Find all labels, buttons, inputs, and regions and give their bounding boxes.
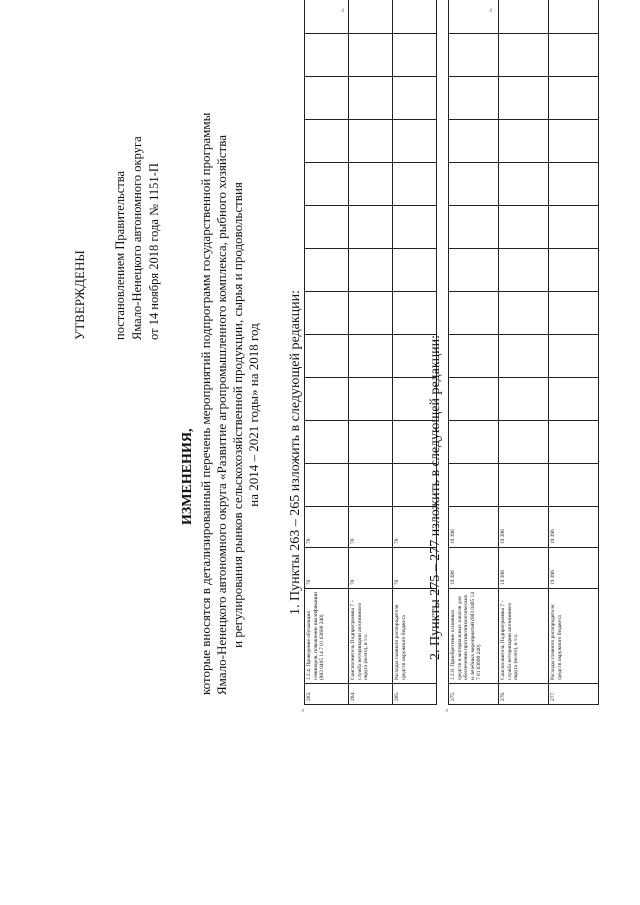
section-1-title: 1. Пункты 263 – 265 изложить в следующей редакции: (288, 289, 303, 615)
row-value: 70 (393, 548, 437, 589)
empty-cell (305, 0, 349, 34)
empty-cell (305, 292, 349, 335)
row-number: 265. (393, 684, 437, 705)
empty-cell (349, 0, 393, 34)
empty-cell (449, 0, 499, 34)
empty-cell (305, 464, 349, 507)
empty-cell (349, 120, 393, 163)
empty-cell (393, 34, 437, 77)
row-value: 70 (349, 548, 393, 589)
empty-cell (449, 421, 499, 464)
empty-cell (549, 120, 599, 163)
empty-cell (549, 378, 599, 421)
quote-open-mark: « (444, 709, 450, 712)
empty-cell (305, 249, 349, 292)
empty-cell (349, 206, 393, 249)
empty-cell (393, 120, 437, 163)
empty-cell (449, 206, 499, 249)
table-row (549, 0, 599, 705)
row-value: 70 (305, 548, 349, 589)
empty-cell (499, 292, 549, 335)
document-heading: ИЗМЕНЕНИЯ, (180, 428, 195, 525)
row-number: 277. (549, 684, 599, 705)
row-value: 19 396 (549, 548, 599, 589)
intro-line-4: на 2014 – 2021 годы» на 2018 год (246, 323, 261, 507)
row-value: 19 396 (499, 548, 549, 589)
row-number: 276. (499, 684, 549, 705)
empty-cell (393, 0, 437, 34)
empty-cell (305, 34, 349, 77)
empty-cell (393, 163, 437, 206)
approval-line-3: от 14 ноября 2018 года № 1151-П (147, 163, 161, 340)
empty-cell (305, 378, 349, 421)
empty-cell (499, 0, 549, 34)
row-number: 264. (349, 684, 393, 705)
empty-cell (449, 77, 499, 120)
row-value: 19 396 (549, 507, 599, 548)
empty-cell (449, 292, 499, 335)
empty-cell (549, 206, 599, 249)
empty-cell (349, 249, 393, 292)
row-value: 19 396 (449, 548, 499, 589)
intro-line-1: которые вносятся в детализированный перечень мероприятий подпрограмм государственной программы (198, 112, 213, 695)
row-value: 19 396 (449, 507, 499, 548)
empty-cell (499, 464, 549, 507)
empty-cell (349, 421, 393, 464)
empty-cell (499, 120, 549, 163)
empty-cell (499, 34, 549, 77)
empty-cell (549, 421, 599, 464)
approval-line-2: Ямало-Ненецкого автономного округа (130, 136, 144, 340)
row-name: Соисполнитель Подпрограммы 7 – служба ветеринарии автономного округа (всего), в т.ч. (499, 589, 549, 684)
empty-cell (549, 249, 599, 292)
empty-cell (349, 378, 393, 421)
amendments-table-1 (304, 0, 437, 705)
empty-cell (449, 120, 499, 163)
empty-cell (499, 206, 549, 249)
empty-cell (449, 335, 499, 378)
empty-cell (349, 335, 393, 378)
empty-cell (305, 120, 349, 163)
empty-cell (349, 77, 393, 120)
empty-cell (349, 464, 393, 507)
row-name: 1.2.8. Приобретение основных средств и материальных запасов для обеспечения противоэпизоотических и лечебных мероприятий (883 0405 14 7 01 63600 240) (449, 589, 499, 684)
empty-cell (393, 206, 437, 249)
empty-cell (349, 34, 393, 77)
row-number: 275. (449, 684, 499, 705)
empty-cell (549, 292, 599, 335)
empty-cell (549, 464, 599, 507)
approval-line-1: постановлением Правительства (113, 170, 127, 340)
empty-cell (549, 77, 599, 120)
section-2-title: 2. Пункты 275 – 277 изложить в следующей редакции: (428, 334, 443, 660)
empty-cell (449, 249, 499, 292)
empty-cell (499, 77, 549, 120)
quote-close-mark: ». (340, 7, 346, 12)
row-name: Расходы главного распорядителя средств окружного бюджета (393, 589, 437, 684)
empty-cell (349, 292, 393, 335)
intro-line-2: Ямало-Ненецкого автономного округа «Развитие агропромышленного комплекса, рыбного хозяйства (214, 135, 229, 695)
empty-cell (549, 335, 599, 378)
empty-cell (499, 249, 549, 292)
empty-cell (499, 378, 549, 421)
quote-open-mark: « (300, 709, 306, 712)
empty-cell (549, 0, 599, 34)
row-value: 70 (393, 507, 437, 548)
empty-cell (305, 421, 349, 464)
empty-cell (305, 335, 349, 378)
empty-cell (393, 77, 437, 120)
row-name: Соисполнитель Подпрограммы 7 – служба ветеринарии автономного округа (всего), в т.ч. (349, 589, 393, 684)
intro-line-3: и регулирования рынков сельскохозяйственной продукции, сырья и продовольствия (230, 182, 245, 648)
empty-cell (305, 206, 349, 249)
empty-cell (499, 163, 549, 206)
table-row (449, 0, 499, 705)
row-value: 70 (349, 507, 393, 548)
table-row (499, 0, 549, 705)
row-value: 70 (305, 507, 349, 548)
empty-cell (393, 292, 437, 335)
row-name: 1.2.4. Проведение обучающих семинаров, повышение квалификации (883 0405 14 7 01 63600 240) (305, 589, 349, 684)
empty-cell (499, 335, 549, 378)
table-row (349, 0, 393, 705)
empty-cell (305, 163, 349, 206)
empty-cell (449, 34, 499, 77)
row-value: 19 396 (499, 507, 549, 548)
approval-title: УТВЕРЖДЕНЫ (72, 250, 87, 340)
empty-cell (449, 464, 499, 507)
row-number: 263. (305, 684, 349, 705)
empty-cell (549, 163, 599, 206)
empty-cell (549, 34, 599, 77)
empty-cell (393, 249, 437, 292)
empty-cell (449, 378, 499, 421)
empty-cell (305, 77, 349, 120)
empty-cell (349, 163, 393, 206)
row-name: Расходы главного распорядителя средств окружного бюджета (549, 589, 599, 684)
empty-cell (499, 421, 549, 464)
amendments-table-2 (448, 0, 599, 705)
quote-close-mark: ». (488, 7, 494, 12)
empty-cell (449, 163, 499, 206)
table-row (305, 0, 349, 705)
